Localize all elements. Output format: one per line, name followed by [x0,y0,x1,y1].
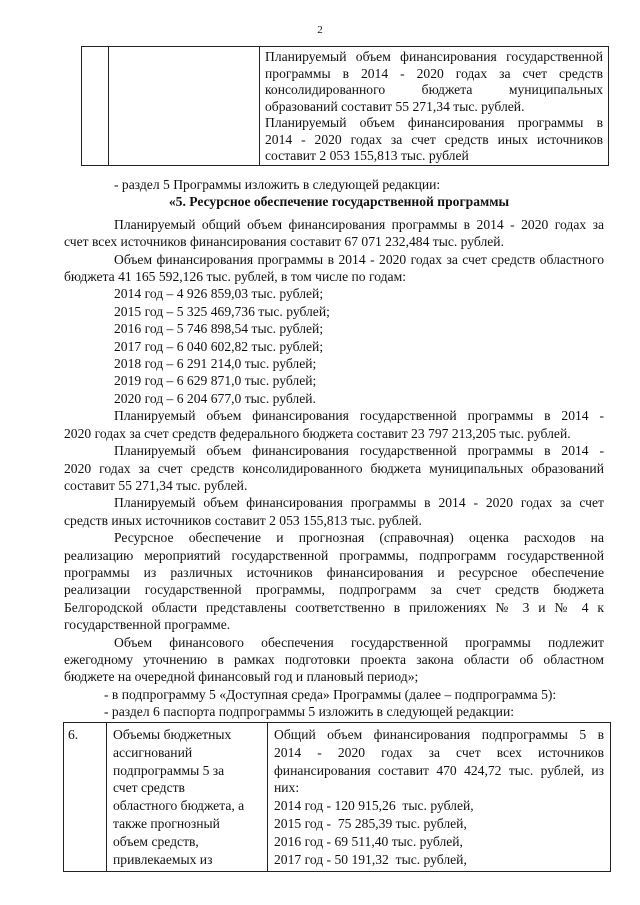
passport-table-bottom [63,722,611,872]
table-line: объем средств, [113,833,199,849]
table-cell-number [82,47,109,166]
year-line: 2016 год – 5 746 898,54 тыс. рублей; [114,321,324,337]
table-line: составит 2 053 155,813 тыс. рублей [265,148,469,163]
table-line: консолидированного бюджета муниципальных [265,82,603,97]
paragraph-line: программы из различных источников финансирования и ресурсное обеспечение [64,564,604,580]
paragraph-line: составит 55 271,34 тыс. рублей. [64,477,248,493]
table-cell-content [260,47,609,166]
paragraph-line: реализации государственной программы, подпрограмм за счет средств бюджета [64,582,604,598]
table-line: Планируемый объем финансирования программы в [265,115,603,130]
paragraph-line: 2020 годах за счет средств федерального бюджета составит 23 797 213,205 тыс. рублей. [64,425,571,441]
paragraph-line: государственной программе. [64,617,231,633]
bullet-line: - раздел 6 паспорта подпрограммы 5 изложить в следующей редакции: [104,704,515,720]
table-line: ассигнований [113,744,193,760]
paragraph-line: Ресурсное обеспечение и прогнозная (справочная) оценка расходов на [114,530,604,546]
section-heading: «5. Ресурсное обеспечение государственной программы [168,194,510,210]
paragraph-line: Планируемый объем финансирования государственной программы в 2014 - [114,443,604,459]
table-line: них: [274,780,300,796]
paragraph-line: бюджета 41 165 592,126 тыс. рублей, в том числе по годам: [64,269,406,285]
table-line: финансирования составит 470 424,72 тыс. рублей, из [274,762,604,778]
bullet-line: - в подпрограмму 5 «Доступная среда» Программы (далее – подпрограмма 5): [104,686,557,702]
table-line: образований составит 55 271,34 тыс. рублей. [265,98,525,114]
table-line: 2014 год - 120 915,26 тыс. рублей, [274,798,474,814]
table-line: подпрограммы 5 за [113,762,225,778]
paragraph-line: средств иных источников составит 2 053 155,813 тыс. рублей. [64,512,422,528]
page-number: 2 [317,24,323,36]
table-line: привлекаемых из [113,851,213,867]
paragraph-line: Белгородской области представлены соответственно в приложениях № 3 и № 4 к [64,599,604,615]
table-line: Планируемый объем финансирования государственной [265,49,603,64]
paragraph-line: реализацию мероприятий государственной программы, подпрограмм государственной [64,547,604,563]
paragraph-line: Объем финансового обеспечения государственной программы подлежит [114,634,604,650]
paragraph-line: Планируемый общий объем финансирования программы в 2014 - 2020 годах за [114,216,604,232]
year-line: 2020 год – 6 204 677,0 тыс. рублей. [114,390,316,406]
year-line: 2014 год – 4 926 859,03 тыс. рублей; [114,286,324,302]
table-line: Объемы бюджетных [113,727,232,742]
paragraph-line: счет всех источников финансирования составит 67 071 232,484 тыс. рублей. [64,234,504,250]
table-line: 2014 - 2020 годах за счет средств иных источников [265,131,603,147]
table-line: программы в 2014 - 2020 годах за счет средств [265,65,603,81]
table-cell-number: 6. [64,723,107,872]
table-line: 2017 год - 50 191,32 тыс. рублей, [274,851,467,867]
table-line: 2016 год - 69 511,40 тыс. рублей, [274,833,463,849]
table-line: областного бюджета, а [113,798,245,814]
year-line: 2017 год – 6 040 602,82 тыс. рублей; [114,338,324,354]
table-cell-content [268,723,611,872]
table-line: счет средств [113,780,185,796]
paragraph-line: 2020 годах за счет средств консолидированного бюджета муниципальных образований [64,460,604,476]
paragraph-line: бюджете на очередной финансовый год и плановый период»; [64,669,419,685]
table-cell-label [109,47,260,166]
table-line: 2014 - 2020 годах за счет всех источников [274,744,604,760]
table-line: Общий объем финансирования подпрограммы 5 в [274,727,604,742]
paragraph-line: Объем финансирования программы в 2014 - 2020 годах за счет средств областного [114,251,604,267]
table-line: также прогнозный [113,815,220,831]
table-cell-label [107,723,268,872]
year-line: 2019 год – 6 629 871,0 тыс. рублей; [114,373,317,389]
intro-line: - раздел 5 Программы изложить в следующей редакции: [114,177,441,192]
paragraph-line: Планируемый объем финансирования программы в 2014 - 2020 годах за счет [114,495,604,511]
year-line: 2018 год – 6 291 214,0 тыс. рублей; [114,356,317,372]
paragraph-line: ежегодному уточнению в рамках подготовки проекта закона области об областном [64,651,604,667]
year-line: 2015 год – 5 325 469,736 тыс. рублей; [114,303,330,319]
paragraph-line: Планируемый объем финансирования государственной программы в 2014 - [114,408,604,424]
table-line: 2015 год - 75 285,39 тыс. рублей, [274,815,467,831]
document-body [64,176,604,721]
passport-table-top [81,46,609,166]
